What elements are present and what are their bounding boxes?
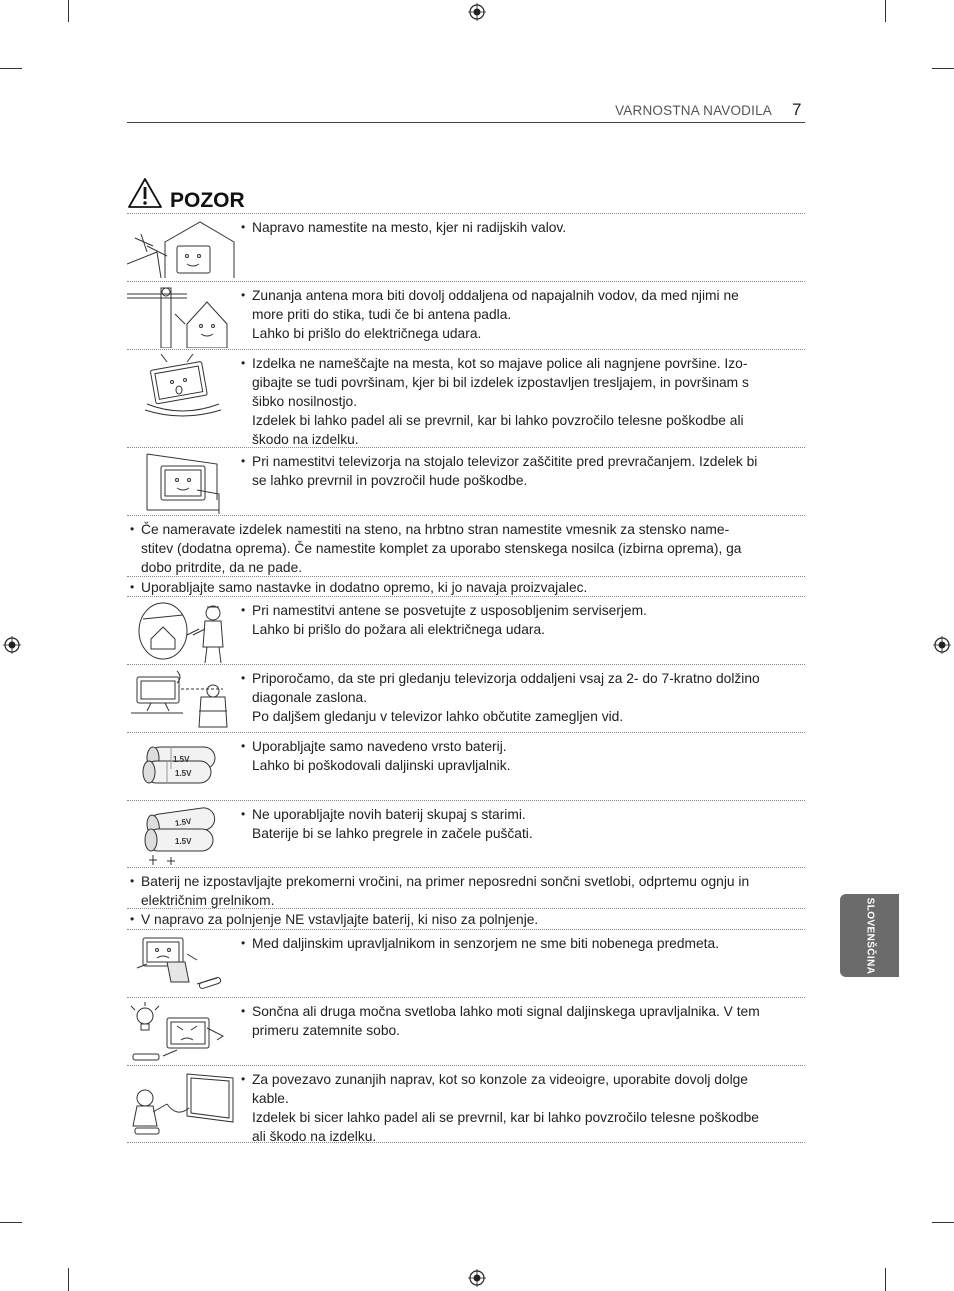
- crop-mark: [885, 0, 886, 22]
- page-number: 7: [792, 100, 802, 119]
- item-text: • Med daljinskim upravljalnikom in senzorjem ne sme biti nobenega predmeta.: [241, 936, 720, 951]
- battery-voltage-label: 1.5V: [175, 769, 192, 778]
- crop-mark: [0, 1222, 22, 1223]
- language-tab-label: SLOVENŠČINA: [864, 897, 875, 974]
- remote-obstacle-illustration: [127, 932, 237, 996]
- viewing-distance-illustration: [127, 667, 237, 731]
- item-text: • Uporabljajte samo navedeno vrsto baterij. Lahko bi poškodovali daljinski upravljalnik.: [241, 739, 511, 773]
- item-text: • Za povezavo zunanjih naprav, kot so konzole za videoigre, uporabite dovolj dolge kable. Izdelek bi sicer lahko padel ali se prevrnil, kar bi lahko povzročilo telesne poškodbe ali škodo na izdelku.: [241, 1072, 759, 1144]
- list-item: [127, 800, 805, 867]
- list-item: [127, 281, 805, 349]
- batteries-illustration: [127, 735, 237, 799]
- crop-mark: [932, 1222, 954, 1223]
- battery-voltage-label: 1.5V: [175, 837, 192, 846]
- crop-mark: [0, 68, 22, 69]
- bright-light-illustration: [127, 1000, 237, 1064]
- warning-triangle-icon: [127, 177, 163, 209]
- house-antenna-illustration: [127, 216, 237, 280]
- running-header: VARNOSTNA NAVODILA: [615, 103, 772, 118]
- list-item: [127, 908, 805, 929]
- item-text: • Priporočamo, da ste pri gledanju televizorja oddaljeni vsaj za 2- do 7-kratno dolžino diagonale zaslona. Po daljšem gledanju v televizor lahko občutite zamegljen vid.: [241, 671, 760, 724]
- registration-mark-icon: [3, 636, 21, 654]
- item-text: • Pri namestitvi antene se posvetujte z usposobljenim serviserjem. Lahko bi prišlo do požara ali električnega udara.: [241, 603, 647, 637]
- outdoor-antenna-illustration: [127, 284, 237, 348]
- header-divider: [127, 122, 805, 123]
- crop-mark: [932, 68, 954, 69]
- item-text: • Ne uporabljajte novih baterij skupaj s starimi. Baterije bi se lahko pregrele in začele puščati.: [241, 807, 533, 841]
- list-item: [127, 997, 805, 1065]
- section-title: POZOR: [170, 189, 245, 212]
- registration-mark-icon: [933, 636, 951, 654]
- item-text: • Če nameravate izdelek namestiti na steno, na hrbtno stran namestite vmesnik za stensko name- stitev (dodatna oprema). Če namestite komplet za uporabo stenskega nosilca (izbirna oprema), ga dobo pritrdite, da ne pade.: [130, 522, 742, 575]
- game-console-cable-illustration: [127, 1068, 237, 1140]
- list-item: [127, 732, 805, 800]
- battery-voltage-label: 1.5V: [173, 755, 190, 764]
- list-item: [127, 929, 805, 997]
- service-technician-illustration: [127, 599, 237, 665]
- crop-mark: [68, 0, 69, 22]
- crop-mark: [885, 1268, 886, 1291]
- list-item: [127, 349, 805, 447]
- old-new-batteries-illustration: [127, 803, 237, 867]
- item-text: • Zunanja antena mora biti dovolj oddaljena od napajalnih vodov, da med njimi ne more priti do stika, tudi če bi antena padla. Lahko bi prišlo do električnega udara.: [241, 288, 739, 341]
- crop-mark: [68, 1268, 69, 1291]
- list-item: [127, 515, 805, 576]
- item-text: • Izdelka ne nameščajte na mesta, kot so majave police ali nagnjene površine. Izo- gibajte se tudi površinam, kjer bi bil izdelek izpostavljen tresljajem, in površinam s šibko nosilnostjo. Izdelek bi lahko padel ali se prevrnil, kar bi lahko povzročilo telesne poškodbe ali škodo na izdelku.: [241, 356, 749, 447]
- item-text: • V napravo za polnjenje NE vstavljajte baterij, ki niso za polnjenje.: [130, 912, 539, 927]
- list-item: [127, 596, 805, 664]
- item-text: • Pri namestitvi televizorja na stojalo televizor zaščitite pred prevračanjem. Izdelek bi se lahko prevrnil in povzročil hude poškodbe.: [241, 454, 758, 488]
- item-text: • Napravo namestite na mesto, kjer ni radijskih valov.: [241, 220, 567, 235]
- registration-mark-icon: [468, 1269, 486, 1287]
- list-item: [127, 576, 805, 596]
- list-item: [127, 213, 805, 281]
- battery-voltage-label: 1.5V: [174, 816, 192, 828]
- registration-mark-icon: [468, 3, 486, 21]
- item-text: • Uporabljajte samo nastavke in dodatno opremo, ki jo navaja proizvajalec.: [130, 580, 588, 595]
- list-item: [127, 447, 805, 515]
- list-item: [127, 664, 805, 732]
- tilted-tv-illustration: [127, 352, 237, 422]
- list-item: [127, 867, 805, 908]
- tv-stand-illustration: [127, 450, 237, 514]
- item-text: • Sončna ali druga močna svetloba lahko moti signal daljinskega upravljalnika. V tem primeru zatemnite sobo.: [241, 1004, 760, 1038]
- language-tab: [840, 894, 899, 977]
- list-item: [127, 1065, 805, 1143]
- item-text: • Baterij ne izpostavljajte prekomerni vročini, na primer neposredni sončni svetlobi, odprtemu ognju in električnim grelnikom.: [130, 874, 750, 908]
